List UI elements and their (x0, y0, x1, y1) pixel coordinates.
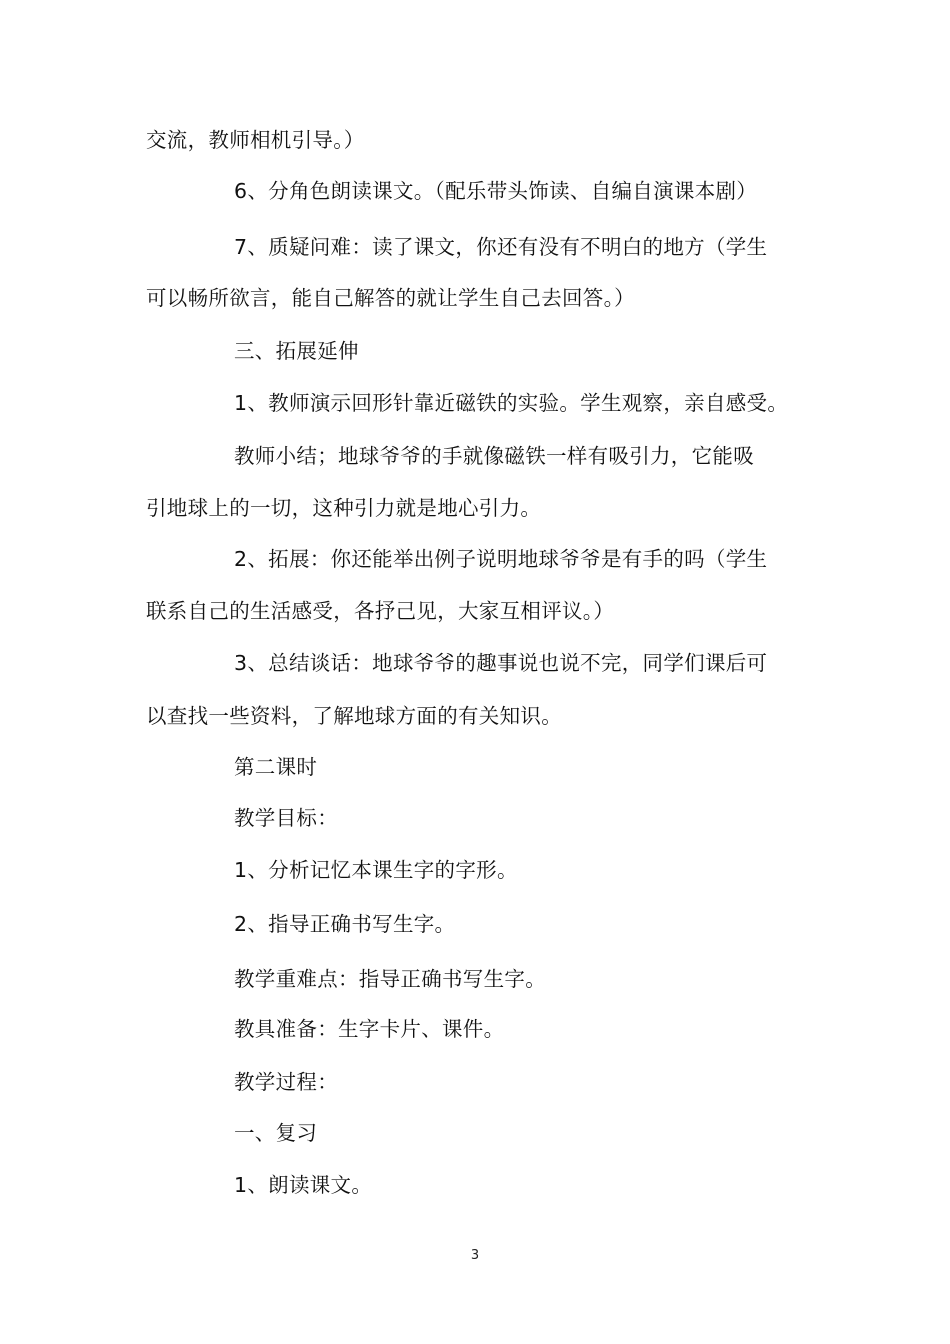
text-line: 1、教师演示回形针靠近磁铁的实验。学生观察，亲自感受。 (234, 391, 789, 415)
text-line: 教学目标： (234, 806, 338, 830)
text-line: 2、拓展：你还能举出例子说明地球爷爷是有手的吗（学生 (234, 547, 768, 571)
text-line: 教师小结；地球爷爷的手就像磁铁一样有吸引力，它能吸 (234, 444, 754, 468)
text-line: 7、质疑问难：读了课文，你还有没有不明白的地方（学生 (234, 235, 768, 259)
text-line: 教学过程： (234, 1070, 338, 1094)
text-line: 1、朗读课文。 (234, 1173, 373, 1197)
text-line: 以查找一些资料，了解地球方面的有关知识。 (146, 704, 562, 728)
text-line: 教具准备：生字卡片、课件。 (234, 1017, 505, 1041)
page-number: 3 (470, 1248, 480, 1263)
text-line: 引地球上的一切，这种引力就是地心引力。 (146, 496, 542, 520)
text-line: 6、分角色朗读课文。（配乐带头饰读、自编自演课本剧） (234, 179, 758, 203)
text-line: 3、总结谈话：地球爷爷的趣事说也说不完，同学们课后可 (234, 651, 768, 675)
text-line: 2、指导正确书写生字。 (234, 912, 456, 936)
text-line: 1、分析记忆本课生字的字形。 (234, 858, 518, 882)
text-line: 联系自己的生活感受，各抒己见，大家互相评议。） (146, 599, 615, 623)
text-line: 可以畅所欲言，能自己解答的就让学生自己去回答。） (146, 286, 635, 310)
section-heading: 第二课时 (234, 755, 318, 779)
text-line: 交流，教师相机引导。） (146, 128, 365, 152)
section-heading: 三、拓展延伸 (234, 339, 359, 363)
text-line: 教学重难点：指导正确书写生字。 (234, 967, 546, 991)
section-heading: 一、复习 (234, 1121, 318, 1145)
